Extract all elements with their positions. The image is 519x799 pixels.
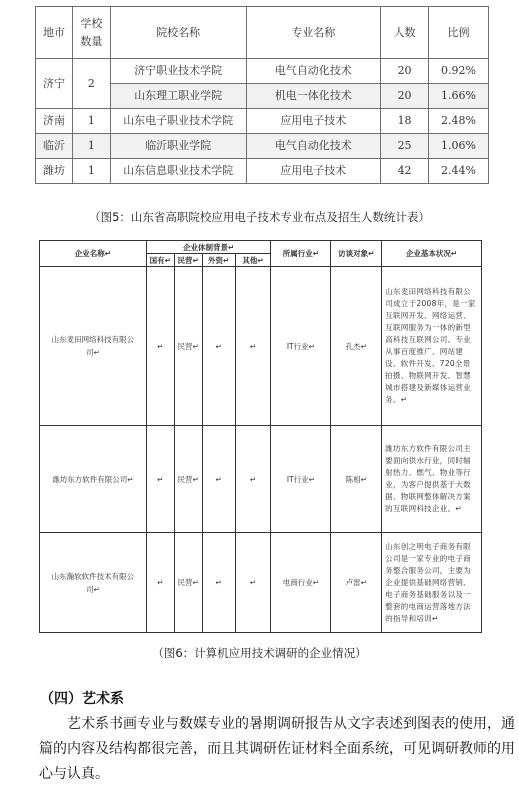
cell-ratio: 0.92% [429, 59, 489, 84]
cell-students: 20 [381, 84, 429, 109]
cell-private: 民营↵ [174, 533, 202, 633]
cell-students: 18 [381, 109, 429, 134]
table-row [36, 109, 489, 134]
cell-other: ↵ [235, 267, 271, 426]
cell-count: 1 [72, 134, 110, 159]
header-students: 人数 [381, 7, 429, 59]
cell-foreign: ↵ [202, 426, 235, 533]
cell-city: 济宁 [36, 59, 73, 109]
header-ratio: 比例 [429, 7, 489, 59]
cell-interviewee: 卢雷↵ [331, 533, 382, 633]
cell-city: 济南 [36, 109, 73, 134]
cell-enterprise-name: 山东瀚软软件技术有限公司↵ [40, 533, 147, 633]
header-city: 地市 [36, 7, 73, 59]
cell-count: 1 [72, 109, 110, 134]
cell-basic-status: 山东麦田网络科技有限公司成立于2008年，是一家互联网开发、网络运营、互联网服务为一体的新型高科技互联网公司。专业从事百度推广、网站建设、软件开发、720全景拍摄、物联网开发、智慧城市搭建及新媒体运营业务。↵ [382, 267, 482, 426]
header-major: 专业名称 [246, 7, 381, 59]
body-paragraph: 艺术系书画专业与数媒专业的暑期调研报告从文字表述到图表的使用，通篇的内容及结构都很完善，而且其调研佐证材料全面系统，可见调研教师的用心与认真。 [39, 716, 515, 782]
header-enterprise-background: 企业体制背景↵ [146, 241, 271, 254]
cell-industry: IT行业↵ [271, 426, 331, 533]
cell-city: 潍坊 [36, 159, 73, 184]
table-row [36, 59, 489, 84]
header-private: 民营↵ [174, 254, 202, 267]
header-foreign: 外资↵ [202, 254, 235, 267]
table-row [36, 159, 489, 184]
cell-count: 1 [72, 159, 110, 184]
cell-ratio: 2.44% [429, 159, 489, 184]
enterprise-survey-table [39, 240, 482, 633]
cell-major: 电气自动化技术 [246, 134, 381, 159]
cell-count: 2 [72, 59, 110, 109]
cell-major: 机电一体化技术 [246, 84, 381, 109]
cell-students: 42 [381, 159, 429, 184]
cell-private: 民营↵ [174, 267, 202, 426]
cell-school: 临沂职业学院 [110, 134, 246, 159]
cell-ratio: 1.06% [429, 134, 489, 159]
header-state-owned: 国有↵ [146, 254, 174, 267]
cell-major: 应用电子技术 [246, 109, 381, 134]
header-school-name: 院校名称 [110, 7, 246, 59]
figure6-caption: （图6：计算机应用技术调研的企业情况） [152, 646, 367, 660]
cell-ratio: 2.48% [429, 109, 489, 134]
school-distribution-table [35, 6, 489, 184]
cell-basic-status: 山东创之明电子商务有限公司是一家专业的电子商务整合服务公司，主要为企业提供基础网络营销、电子商务基础服务以及一整套的电商运营落地方法的指导和培训↵ [382, 533, 482, 633]
cell-state-owned: ↵ [146, 267, 174, 426]
cell-basic-status: 潍坊东方软件有限公司主要面向供水行业，同时辐射热力、燃气、物业等行业，为客户提供基于大数据、物联网整体解决方案的互联网科技企业。↵ [382, 426, 482, 533]
cell-foreign: ↵ [202, 267, 235, 426]
cell-other: ↵ [235, 533, 271, 633]
header-enterprise-name: 企业名称↵ [40, 241, 147, 267]
cell-interviewee: 孔杰↵ [331, 267, 382, 426]
cell-enterprise-name: 山东麦田网络科技有限公司↵ [40, 267, 147, 426]
cell-other: ↵ [235, 426, 271, 533]
header-industry: 所属行业↵ [271, 241, 331, 267]
cell-school: 山东理工职业学院 [110, 84, 246, 109]
cell-school: 济宁职业技术学院 [110, 59, 246, 84]
cell-school: 山东信息职业技术学院 [110, 159, 246, 184]
figure5-caption: （图5：山东省高职院校应用电子技术专业布点及招生人数统计表） [89, 210, 430, 224]
table-row [40, 426, 482, 533]
table-row [40, 267, 482, 426]
table-row [40, 533, 482, 633]
table-row [36, 134, 489, 159]
header-interviewee: 访谈对象↵ [331, 241, 382, 267]
cell-students: 25 [381, 134, 429, 159]
cell-interviewee: 陈相↵ [331, 426, 382, 533]
cell-industry: 电商行业↵ [271, 533, 331, 633]
section-title: （四）艺术系 [40, 691, 124, 707]
cell-state-owned: ↵ [146, 426, 174, 533]
cell-major: 应用电子技术 [246, 159, 381, 184]
cell-city: 临沂 [36, 134, 73, 159]
cell-industry: IT行业↵ [271, 267, 331, 426]
cell-private: 民营↵ [174, 426, 202, 533]
cell-major: 电气自动化技术 [246, 59, 381, 84]
header-basic-status: 企业基本状况↵ [382, 241, 482, 267]
header-school-count: 学校数量 [72, 7, 110, 59]
cell-state-owned: ↵ [146, 533, 174, 633]
cell-foreign: ↵ [202, 533, 235, 633]
cell-enterprise-name: 潍坊东方软件有限公司↵ [40, 426, 147, 533]
cell-school: 山东电子职业技术学院 [110, 109, 246, 134]
cell-ratio: 1.66% [429, 84, 489, 109]
cell-students: 20 [381, 59, 429, 84]
header-other: 其他↵ [235, 254, 271, 267]
